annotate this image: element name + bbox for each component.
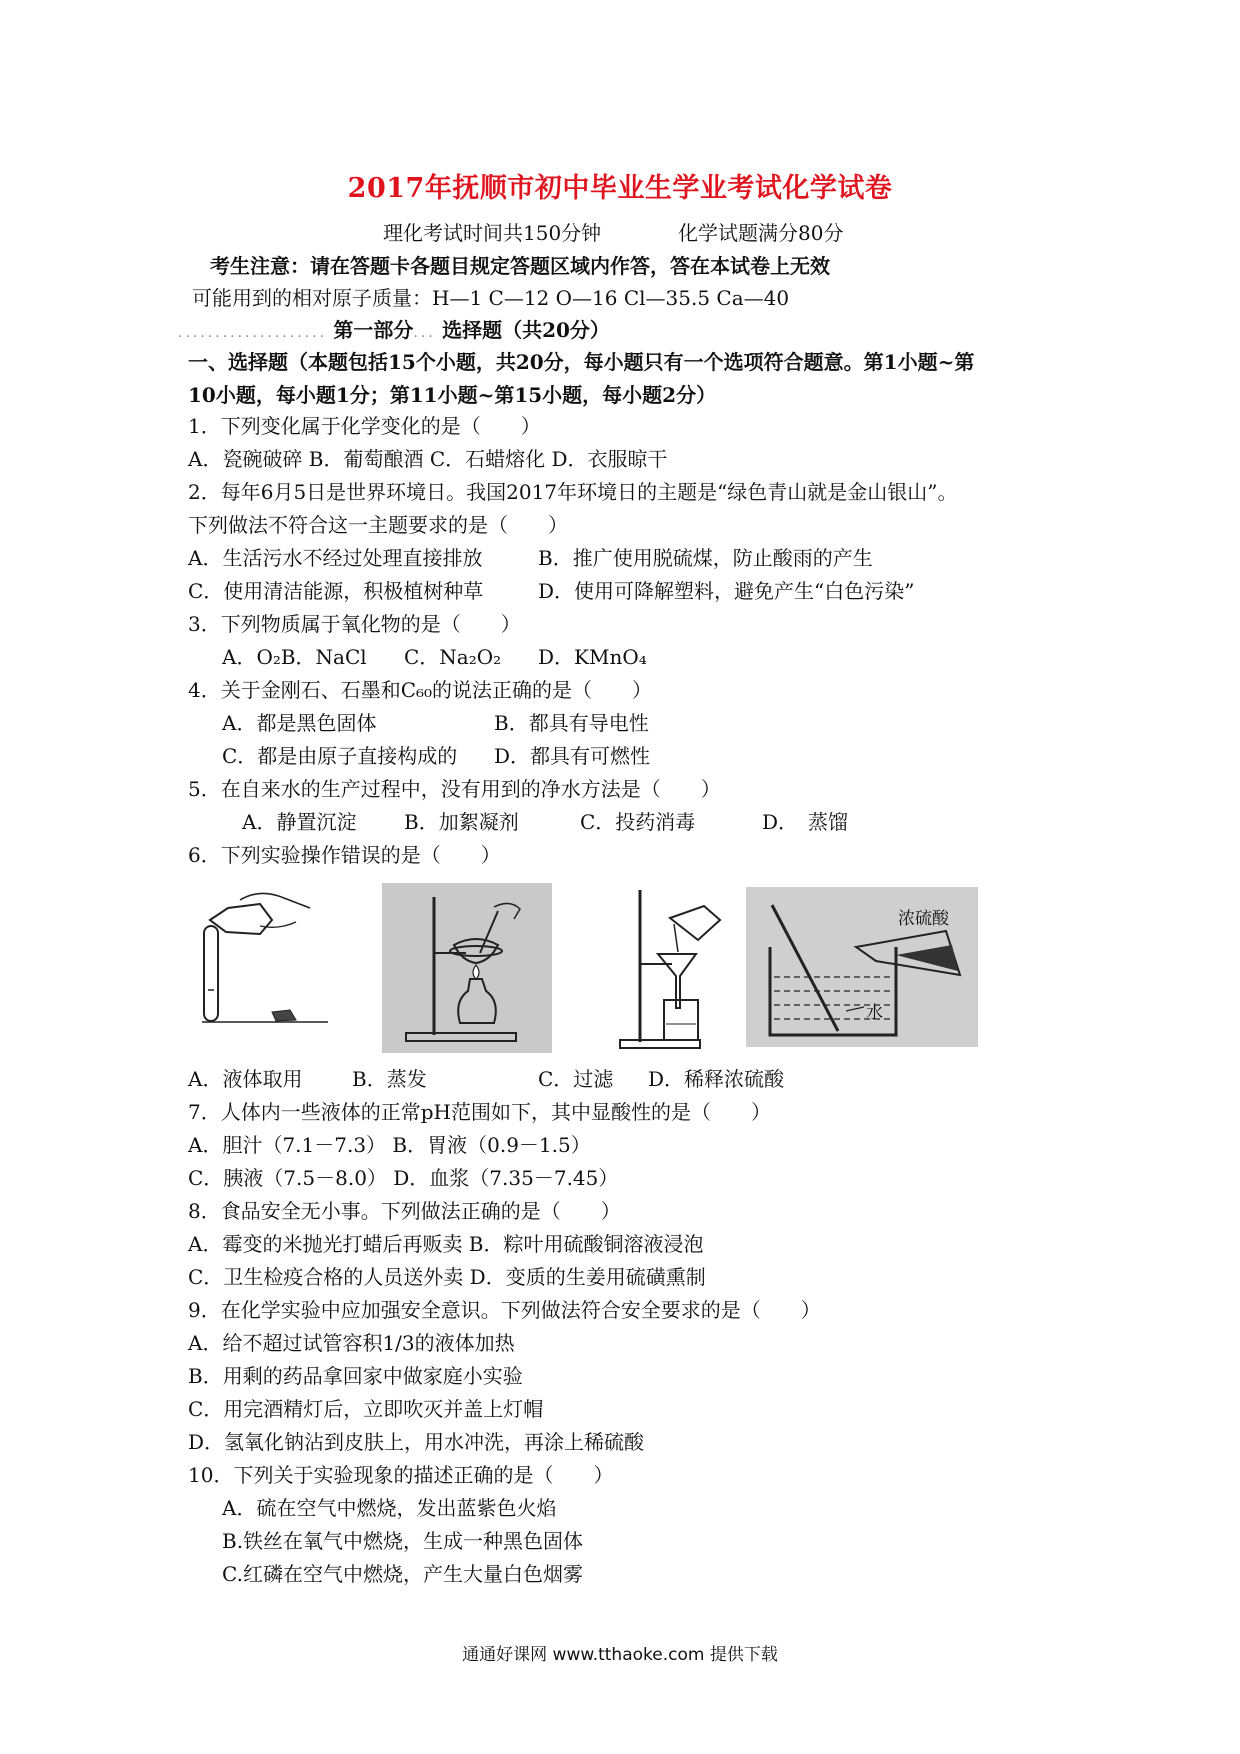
q10-option-c: C.红磷在空气中燃烧，产生大量白色烟雾 [222,1562,583,1586]
part-one-label: 第一部分 [333,318,414,342]
figure-liquid-pouring [200,890,330,1030]
part-one-dots: .................... [178,325,328,341]
q4-option-d: D．都具有可燃性 [494,744,651,768]
q4-stem: 4．关于金刚石、石墨和C₆₀的说法正确的是（ ） [188,678,653,702]
q7-options-ab: A．胆汁（7.1－7.3） B．胃液（0.9－1.5） [188,1133,591,1157]
exam-notice: 考生注意：请在答题卡各题目规定答题区域内作答，答在本试卷上无效 [210,254,830,278]
q1-stem: 1．下列变化属于化学变化的是（ ） [188,414,541,438]
q3-option-ab: A．O₂B．NaCl [222,645,367,669]
q5-option-a: A．静置沉淀 [242,810,357,834]
q3-stem: 3．下列物质属于氧化物的是（ ） [188,612,521,636]
q9-option-a: A．给不超过试管容积1/3的液体加热 [188,1331,515,1355]
exam-score: 化学试题满分80分 [678,221,844,245]
q2-option-c: C．使用清洁能源，积极植树种草 [188,579,484,603]
q3-option-d: D．KMnO₄ [538,645,647,669]
q4-option-b: B．都具有导电性 [494,711,649,735]
q2-option-b: B．推广使用脱硫煤，防止酸雨的产生 [538,546,873,570]
q7-stem: 7．人体内一些液体的正常pH范围如下，其中显酸性的是（ ） [188,1100,771,1124]
q1-options: A．瓷碗破碎 B．葡萄酿酒 C．石蜡熔化 D．衣服晾干 [188,447,668,471]
q6-stem: 6．下列实验操作错误的是（ ） [188,843,501,867]
q2-option-d: D．使用可降解塑料，避免产生“白色污染” [538,579,915,603]
q8-stem: 8．食品安全无小事。下列做法正确的是（ ） [188,1199,621,1223]
q10-option-a: A．硫在空气中燃烧，发出蓝紫色火焰 [222,1496,557,1520]
q10-stem: 10．下列关于实验现象的描述正确的是（ ） [188,1463,614,1487]
q4-option-a: A．都是黑色固体 [222,711,377,735]
q10-option-b: B.铁丝在氧气中燃烧，生成一种黑色固体 [222,1529,584,1553]
exam-title: 2017年抚顺市初中毕业生学业考试化学试卷 [347,173,893,204]
q5-stem: 5．在自来水的生产过程中，没有用到的净水方法是（ ） [188,777,721,801]
part-one-label-dots: ... [413,325,436,341]
q9-option-b: B．用剩的药品拿回家中做家庭小实验 [188,1364,523,1388]
q4-option-c: C．都是由原子直接构成的 [222,744,458,768]
figure-label-water: 水 [866,1003,883,1023]
figure-label-concentrated-acid: 浓硫酸 [898,909,949,929]
q5-option-b: B．加絮凝剂 [404,810,519,834]
q3-option-c: C．Na₂O₂ [404,645,502,669]
q6-option-b: B．蒸发 [352,1067,427,1091]
q9-option-c: C．用完酒精灯后，立即吹灭并盖上灯帽 [188,1397,544,1421]
section-instructions-line1: 一、选择题（本题包括15个小题，共20分，每小题只有一个选项符合题意。第1小题~第 [188,350,975,374]
page-footer: 通通好课网 www.tthaoke.com 提供下载 [462,1645,778,1665]
q2-stem-line2: 下列做法不符合这一主题要求的是（ ） [188,513,568,537]
section-instructions-line2: 10小题，每小题1分；第11小题~第15小题，每小题2分） [188,383,717,407]
q8-options-ab: A．霉变的米抛光打蜡后再贩卖 B．粽叶用硫酸铜溶液浸泡 [188,1232,704,1256]
figure-evaporation [382,883,552,1053]
q8-options-cd: C．卫生检疫合格的人员送外卖 D．变质的生姜用硫磺熏制 [188,1265,706,1289]
q6-option-c: C．过滤 [538,1067,614,1091]
part-one-heading [178,316,610,347]
q6-option-a: A．液体取用 [188,1067,303,1091]
q5-option-c: C．投药消毒 [580,810,696,834]
q9-stem: 9．在化学实验中应加强安全意识。下列做法符合安全要求的是（ ） [188,1298,821,1322]
atomic-masses: 可能用到的相对原子质量：H—1 C—12 O—16 Cl—35.5 Ca—40 [192,286,790,310]
q2-stem-line1: 2．每年6月5日是世界环境日。我国2017年环境日的主题是“绿色青山就是金山银山”。 [188,480,958,504]
q5-option-d: D． 蒸馏 [762,810,849,834]
q7-options-cd: C．胰液（7.5－8.0） D．血浆（7.35－7.45） [188,1166,619,1190]
exam-time: 理化考试时间共150分钟 [383,221,602,245]
q6-option-d: D．稀释浓硫酸 [648,1067,785,1091]
q2-option-a: A．生活污水不经过处理直接排放 [188,546,483,570]
q9-option-d: D．氢氧化钠沾到皮肤上，用水冲洗，再涂上稀硫酸 [188,1430,645,1454]
figure-filtration [612,880,732,1055]
part-one-title: 选择题（共20分） [442,318,610,342]
